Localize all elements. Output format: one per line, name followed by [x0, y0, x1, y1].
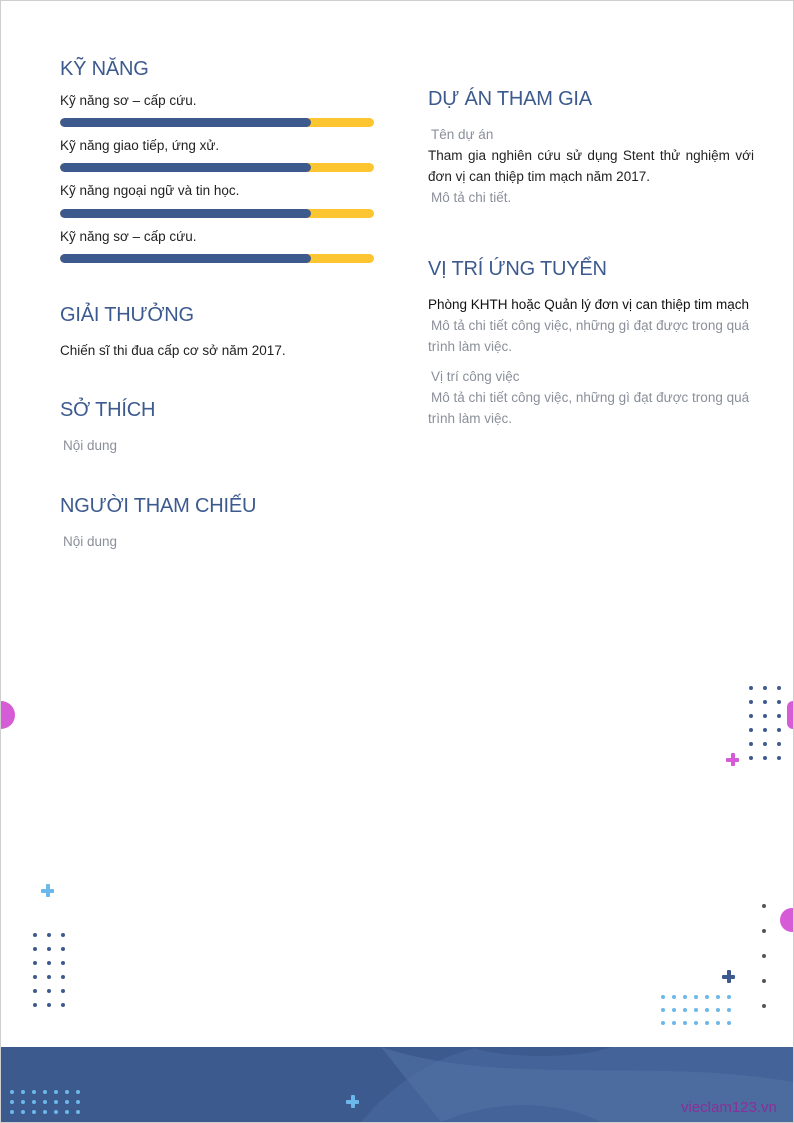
awards-text: Chiến sĩ thi đua cấp cơ sở năm 2017.: [60, 343, 286, 358]
dot: [33, 1003, 37, 1007]
dot: [727, 1008, 731, 1012]
dot: [762, 929, 766, 933]
dot: [763, 728, 767, 732]
project-detail: Mô tả chi tiết.: [431, 190, 512, 205]
skill-bar: [60, 163, 374, 172]
dot: [749, 728, 753, 732]
dot: [705, 1008, 709, 1012]
dot: [777, 756, 781, 760]
dot: [47, 933, 51, 937]
dot: [32, 1110, 36, 1114]
dot: [777, 742, 781, 746]
dot-grid: [661, 995, 738, 1025]
skills-title: KỸ NĂNG: [60, 58, 149, 80]
dot: [76, 1100, 80, 1104]
awards-title: GIẢI THƯỞNG: [60, 304, 194, 326]
dot: [47, 961, 51, 965]
dot: [61, 989, 65, 993]
dot: [54, 1090, 58, 1094]
position-desc: Mô tả chi tiết công việc, những gì đạt được trong quá trình làm việc.: [428, 390, 750, 426]
dot: [21, 1110, 25, 1114]
dot: [76, 1110, 80, 1114]
dot: [762, 979, 766, 983]
project-name: Tên dự án: [431, 127, 494, 142]
dot: [661, 1008, 665, 1012]
references-title: NGƯỜI THAM CHIẾU: [60, 495, 257, 517]
dot: [65, 1110, 69, 1114]
plus-icon: [346, 1095, 359, 1108]
dot: [763, 714, 767, 718]
dot: [33, 947, 37, 951]
position-desc: Mô tả chi tiết công việc, những gì đạt được trong quá trình làm việc.: [428, 318, 750, 354]
plus-icon: [41, 884, 54, 897]
dot: [32, 1100, 36, 1104]
dot: [61, 1003, 65, 1007]
dot: [47, 989, 51, 993]
dot: [749, 686, 753, 690]
dot: [694, 1021, 698, 1025]
dot: [21, 1100, 25, 1104]
dot: [33, 975, 37, 979]
dot: [47, 1003, 51, 1007]
dot: [65, 1100, 69, 1104]
dot: [694, 1008, 698, 1012]
footer-band: [1, 1047, 793, 1122]
dot: [672, 1021, 676, 1025]
dot-grid: [762, 904, 766, 1008]
dot: [33, 989, 37, 993]
dot: [763, 756, 767, 760]
dot: [762, 954, 766, 958]
dot: [672, 1008, 676, 1012]
dot-grid: [33, 933, 75, 1007]
dot: [10, 1090, 14, 1094]
dot: [61, 975, 65, 979]
dot: [727, 1021, 731, 1025]
skill-label: Kỹ năng sơ – cấp cứu.: [60, 229, 197, 244]
dot: [705, 1021, 709, 1025]
dot: [762, 904, 766, 908]
dot: [727, 995, 731, 999]
dot: [47, 947, 51, 951]
dot: [777, 714, 781, 718]
dot: [762, 1004, 766, 1008]
dot: [749, 714, 753, 718]
circle-decoration: [1, 701, 15, 729]
dot: [683, 1021, 687, 1025]
skill-label: Kỹ năng sơ – cấp cứu.: [60, 93, 197, 108]
dot: [672, 995, 676, 999]
references-text: Nội dung: [63, 534, 118, 549]
dot: [716, 995, 720, 999]
dot: [32, 1090, 36, 1094]
dot: [61, 947, 65, 951]
dot: [54, 1110, 58, 1114]
dot: [683, 1008, 687, 1012]
plus-icon: [726, 753, 739, 766]
dot: [763, 686, 767, 690]
dot: [749, 742, 753, 746]
positions-title: VỊ TRÍ ỨNG TUYỂN: [428, 258, 607, 280]
position-name: Vị trí công việc: [431, 369, 520, 384]
dot: [10, 1100, 14, 1104]
dot-grid: [749, 686, 791, 760]
dot: [716, 1021, 720, 1025]
dot: [777, 700, 781, 704]
dot: [54, 1100, 58, 1104]
projects-title: DỰ ÁN THAM GIA: [428, 88, 592, 110]
dot: [21, 1090, 25, 1094]
dot: [661, 1021, 665, 1025]
position-name: Phòng KHTH hoặc Quản lý đơn vị can thiệp tim mạch: [428, 297, 750, 312]
dot: [777, 686, 781, 690]
dot: [763, 700, 767, 704]
dot: [763, 742, 767, 746]
dot: [33, 933, 37, 937]
dot: [47, 975, 51, 979]
dot: [43, 1100, 47, 1104]
dot: [61, 933, 65, 937]
dot: [683, 995, 687, 999]
dot: [10, 1110, 14, 1114]
dot: [694, 995, 698, 999]
dot: [716, 1008, 720, 1012]
dot: [777, 728, 781, 732]
skill-bar: [60, 118, 374, 127]
wave-decoration: [1, 1047, 793, 1122]
plus-icon: [722, 970, 735, 983]
dot: [76, 1090, 80, 1094]
dot: [43, 1110, 47, 1114]
skill-bar: [60, 209, 374, 218]
dot: [705, 995, 709, 999]
dot: [661, 995, 665, 999]
project-text: Tham gia nghiên cứu sử dụng Stent thử nghiệm với đơn vị can thiệp tim mạch năm 2017.: [428, 148, 754, 184]
dot-grid: [10, 1090, 87, 1114]
hobbies-text: Nội dung: [63, 438, 118, 453]
skill-label: Kỹ năng ngoại ngữ và tin học.: [60, 183, 240, 198]
dot: [33, 961, 37, 965]
dot: [749, 756, 753, 760]
skill-label: Kỹ năng giao tiếp, ứng xử.: [60, 138, 220, 153]
brand-logo: vieclam123.vn: [681, 1099, 777, 1116]
dot: [65, 1090, 69, 1094]
dot: [61, 961, 65, 965]
circle-decoration: [780, 908, 793, 932]
dot: [43, 1090, 47, 1094]
dot: [749, 700, 753, 704]
hobbies-title: SỞ THÍCH: [60, 399, 156, 421]
skill-bar: [60, 254, 374, 263]
